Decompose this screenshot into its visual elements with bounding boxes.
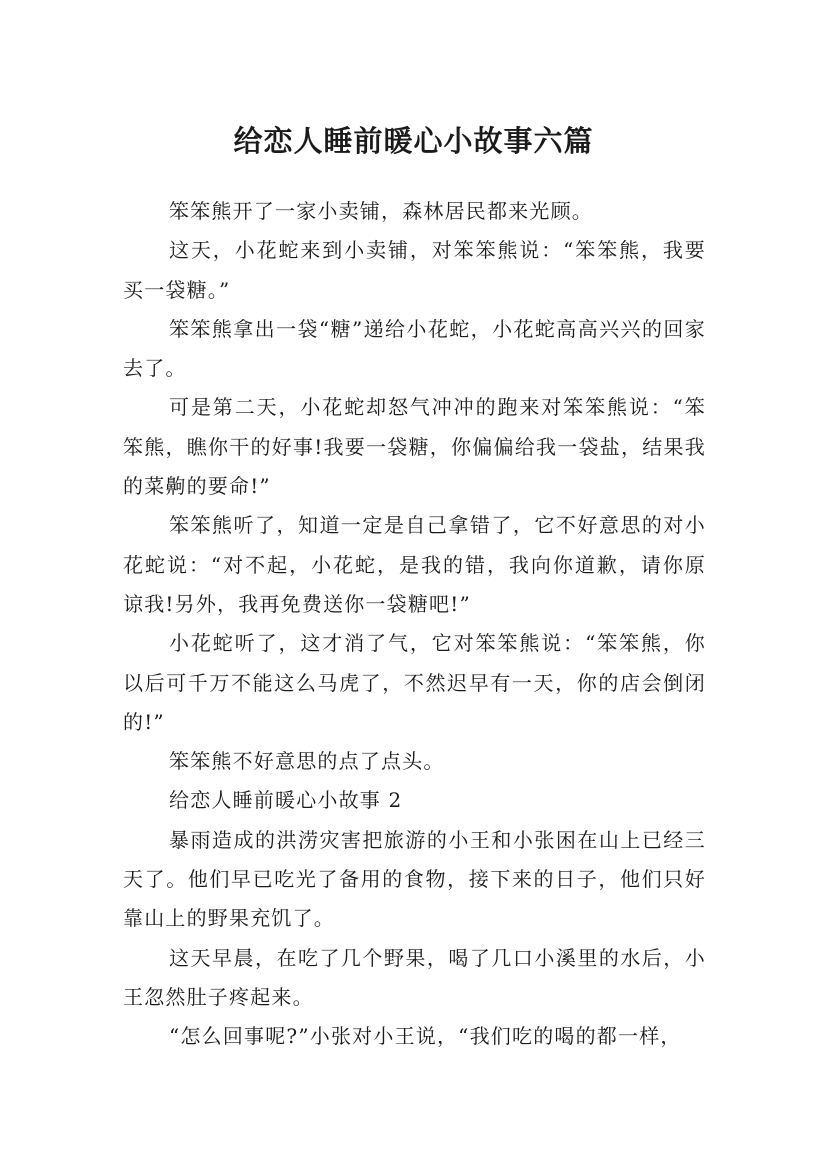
paragraph: 暴雨造成的洪涝灾害把旅游的小王和小张困在山上已经三天了。他们早已吃光了备用的食物，接下来的日子，他们只好靠山上的野果充饥了。 [123, 827, 706, 931]
paragraph: “怎么回事呢?”小张对小王说，“我们吃的喝的都一样， [169, 1024, 682, 1049]
paragraph: 小花蛇听了，这才消了气，它对笨笨熊说：“笨笨熊，你以后可千万不能这么马虎了，不然迟早有一天，你的店会倒闭的!” [123, 631, 706, 734]
paragraph: 可是第二天，小花蛇却怒气冲冲的跑来对笨笨熊说：“笨笨熊，瞧你干的好事!我要一袋糖，你偏偏给我一袋盐，结果我的菜齁的要命!” [123, 395, 706, 499]
paragraph: 这天，小花蛇来到小卖铺，对笨笨熊说：“笨笨熊，我要买一袋糖。” [123, 238, 706, 302]
document-title: 给恋人睡前暖心小故事六篇 [233, 124, 594, 159]
paragraph: 笨笨熊拿出一袋“糖”递给小花蛇，小花蛇高高兴兴的回家去了。 [123, 316, 706, 381]
paragraph: 这天早晨，在吃了几个野果，喝了几口小溪里的水后，小王忽然肚子疼起来。 [123, 945, 706, 1009]
document-body [123, 192, 706, 1057]
paragraph: 笨笨熊听了，知道一定是自己拿错了，它不好意思的对小花蛇说：“对不起，小花蛇，是我的错，我向你道歉，请你原谅我!另外，我再免费送你一袋糖吧!” [123, 513, 706, 616]
paragraph: 笨笨熊开了一家小卖铺，森林居民都来光顾。 [169, 199, 593, 223]
paragraph: 笨笨熊不好意思的点了点头。 [169, 749, 445, 774]
section-heading: 给恋人睡前暖心小故事 2 [169, 788, 403, 813]
